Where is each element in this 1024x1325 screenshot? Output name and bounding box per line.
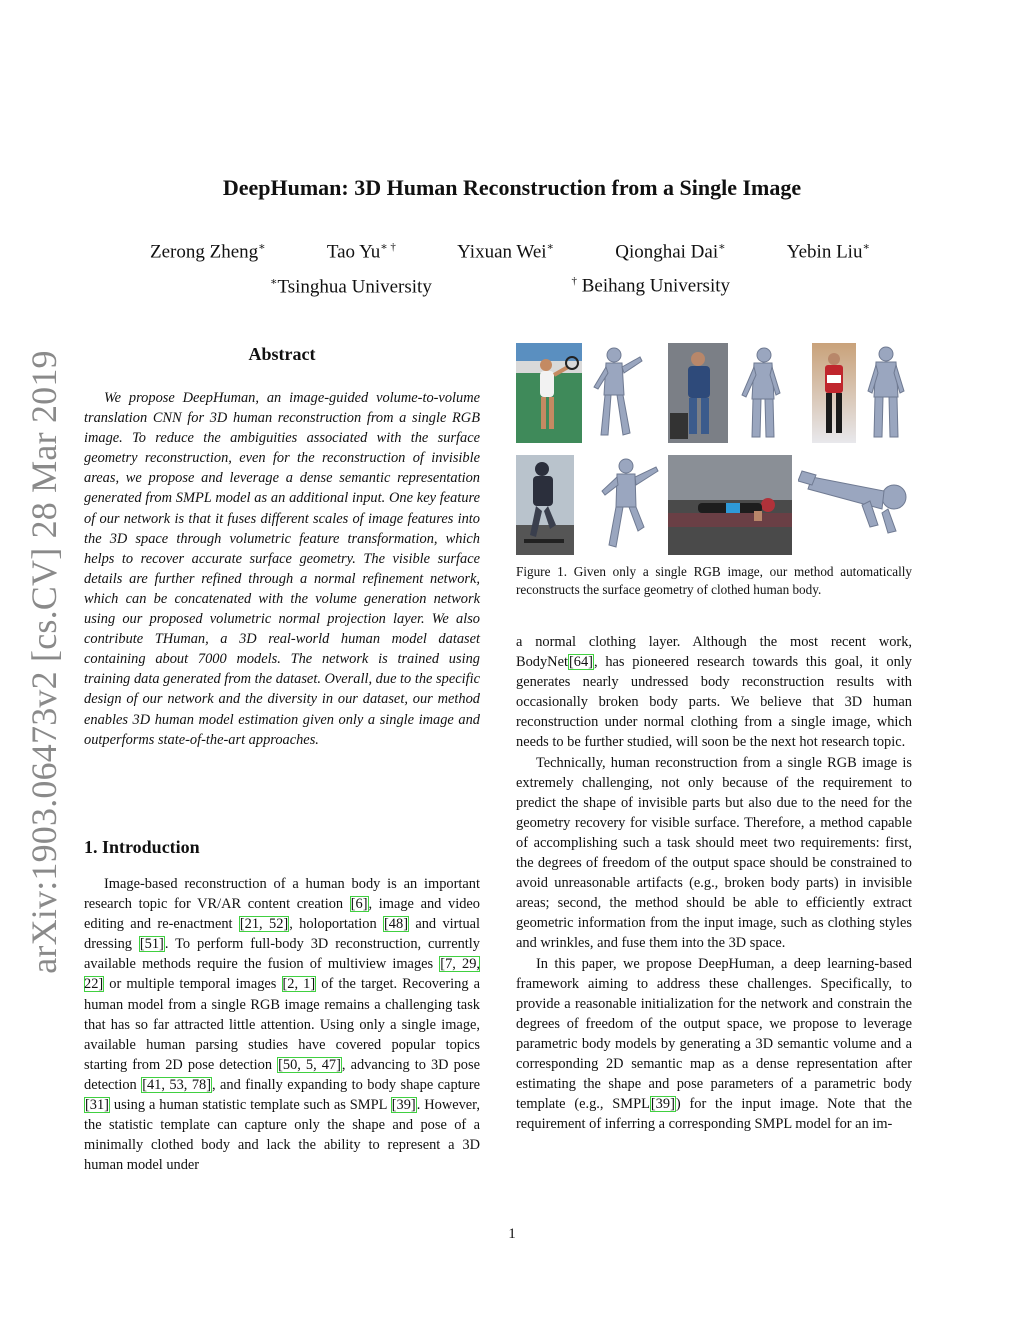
- author: Tao Yu∗ †: [326, 241, 396, 263]
- figure-caption: Figure 1. Given only a single RGB image, our method automatically reconstructs the surface geometry of clothed human body.: [516, 564, 912, 597]
- person-figure: [668, 455, 792, 555]
- right-column: [516, 632, 912, 1134]
- plank-photo: [668, 455, 792, 555]
- citation-link[interactable]: [48]: [384, 916, 408, 933]
- citation-link[interactable]: [41, 53, 78]: [142, 1076, 212, 1093]
- citation-link[interactable]: [31]: [85, 1097, 109, 1114]
- citation-link[interactable]: [39]: [650, 1096, 675, 1113]
- citation-link[interactable]: [2, 1]: [282, 976, 316, 993]
- affiliation-list: [270, 275, 730, 298]
- skateboarder-photo: [516, 455, 574, 555]
- figure-1: [516, 343, 912, 558]
- author: Yebin Liu∗: [786, 241, 870, 263]
- person-figure: [516, 455, 574, 555]
- paragraph: a normal clothing layer. Although the most recent work, BodyNet[64], has pioneered research towards this goal, it only generates nearly undressed body reconstruction results with occasionally broken body parts. We believe that 3D human reconstruction under normal clothing from a single image, which needs to be further studied, will soon be the next hot research topic.: [516, 634, 912, 751]
- paragraph: In this paper, we propose DeepHuman, a deep learning-based framework aiming to address these challenges. Specifically, to provide a reasonable initialization for the network and constrain the degrees of freedom of the output space, we propose to leverage parametric body models by generating a 3D semantic volume and a corresponding 2D semantic map as a dense representation after estimating the shape and pose parameters of a parametric body template (e.g., SMPL[39]) for the input image. Note that the requirement of inferring a corresponding SMPL model for an im-: [516, 955, 912, 1133]
- mesh-reconstruction: [730, 343, 790, 443]
- person-figure: [516, 343, 582, 443]
- affiliation: † Beihang University: [571, 275, 730, 297]
- skier-photo: [812, 343, 856, 443]
- mesh-reconstruction: [592, 455, 662, 555]
- person-figure: [668, 343, 728, 443]
- mesh-reconstruction: [798, 455, 912, 555]
- author: Zerong Zheng∗: [150, 241, 266, 263]
- introduction-column: [84, 874, 480, 1175]
- person-figure: [812, 343, 856, 443]
- citation-link[interactable]: [51]: [139, 936, 164, 953]
- citation-link[interactable]: [7, 29, 22]: [84, 956, 480, 993]
- author: Qionghai Dai∗: [615, 241, 726, 263]
- paragraph: Image-based reconstruction of a human body is an important research topic for VR/AR content creation [6], image and video editing and re-enactment [21, 52], holoportation [48] and virtual dressing [51]. To perform full-body 3D reconstruction, currently available methods require the fusion of multiview images [7, 29, 22] or multiple temporal images [2, 1] of the target. Recovering a human model from a single RGB image remains a challenging task that has so far attracted little attention. Using only a single image, available human parsing studies have covered popular topics starting from 2D pose detection [50, 5, 47], advancing to 3D pose detection [41, 53, 78], and finally expanding to body shape capture [31] using a human statistic template such as SMPL [39]. However, the statistic template can capture only the shape and pose of a minimally clothed body and lack the ability to represent a 3D human model under: [84, 876, 481, 1174]
- citation-link[interactable]: [6]: [350, 896, 368, 913]
- author: Yixuan Wei∗: [457, 241, 555, 263]
- tennis-player-photo: [516, 343, 582, 443]
- citation-link[interactable]: [50, 5, 47]: [278, 1056, 341, 1073]
- citation-link[interactable]: [21, 52]: [239, 916, 289, 933]
- citation-link[interactable]: [39]: [391, 1097, 416, 1114]
- worker-photo: [668, 343, 728, 443]
- mesh-reconstruction: [584, 343, 650, 443]
- paper-title: DeepHuman: 3D Human Reconstruction from a Single Image: [222, 175, 802, 200]
- page-number: 1: [508, 1226, 516, 1242]
- paragraph: Technically, human reconstruction from a single RGB image is extremely challenging, not only because of the requirement to predict the shape of invisible parts but also due to the need for the geometry recovery for visible surface. Therefore, a method capable of accomplishing such a task should meet two requirements: first, the degrees of freedom of the output space should be constrained to avoid unreasonable artifacts (e.g., broken body parts) in invisible areas; second, the method should be able to efficiently extract geometric information from the input image, such as clothing styles and wrinkles, and fuse them into the 3D space.: [516, 754, 912, 952]
- citation-link[interactable]: [64]: [568, 654, 593, 671]
- section-heading-introduction: 1. Introduction: [84, 837, 200, 857]
- abstract-heading: Abstract: [248, 344, 316, 364]
- author-list: [150, 240, 870, 263]
- affiliation: ∗Tsinghua University: [270, 276, 432, 298]
- mesh-reconstruction: [860, 343, 912, 443]
- abstract-text: We propose DeepHuman, an image-guided volume-to-volume translation CNN for 3D human reconstruction from a single RGB image. To reduce the ambiguities associated with the surface geometry reconstruction, even for the reconstruction of invisible areas, we propose and leverage a dense semantic representation generated from SMPL model as an additional input. One key feature of our network is that it fuses different scales of image features into the 3D space through volumetric feature transformation, which helps to recover accurate surface geometry. The visible surface details are further refined through a normal refinement network, which can be concatenated with the volume generation network using our proposed volumetric normal projection layer. We also contribute THuman, a 3D real-world human model dataset containing about 7000 models. The network is trained using training data generated from the dataset. Overall, due to the specific design of our network and the diversity in our dataset, our method enables 3D human model estimation given only a single image and outperforms state-of-the-art approaches.: [84, 390, 480, 748]
